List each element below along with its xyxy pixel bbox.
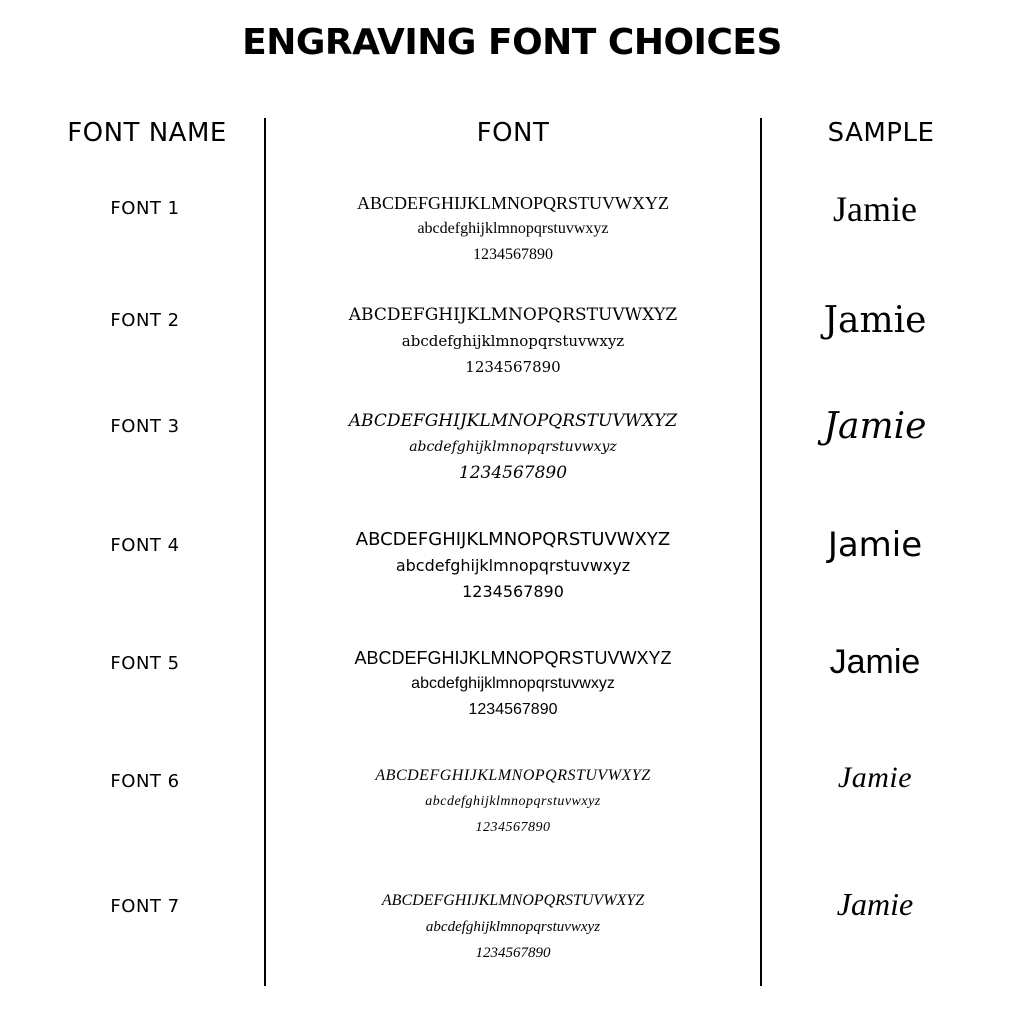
- font-label: FONT 3: [110, 416, 180, 437]
- specimen-numbers: 1234567890: [475, 820, 551, 835]
- font-label: FONT 2: [110, 310, 180, 331]
- font-sample: Jamie: [836, 886, 914, 922]
- specimen-uppercase: ABCDEFGHIJKLMNOPQRSTUVWXYZ: [348, 411, 678, 431]
- font-label: FONT 4: [110, 535, 180, 556]
- font-specimen: [266, 888, 760, 966]
- specimen-lowercase: abcdefghijklmnopqrstuvwxyz: [411, 675, 615, 692]
- specimen-numbers: 1234567890: [465, 358, 561, 376]
- specimen-lowercase: abcdefghijklmnopqrstuvwxyz: [395, 556, 631, 575]
- font-label: FONT 7: [110, 896, 180, 917]
- specimen-lowercase: abcdefghijklmnopqrstuvwxyz: [409, 439, 617, 455]
- font-row-6: [0, 761, 1024, 881]
- font-specimen: [266, 763, 760, 841]
- specimen-lowercase: abcdefghijklmnopqrstuvwxyz: [425, 919, 601, 935]
- specimen-uppercase: ABCDEFGHIJKLMNOPQRSTUVWXYZ: [354, 648, 672, 668]
- font-label: FONT 1: [110, 198, 180, 219]
- font-label: FONT 6: [110, 771, 180, 792]
- column-header-font: FONT: [476, 118, 550, 148]
- specimen-numbers: 1234567890: [475, 945, 551, 961]
- specimen-numbers: 1234567890: [473, 246, 553, 263]
- specimen-lowercase: abcdefghijklmnopqrstuvwxyz: [417, 220, 609, 237]
- font-sample: Jamie: [823, 406, 927, 447]
- font-row-2: [0, 300, 1024, 420]
- specimen-uppercase: ABCDEFGHIJKLMNOPQRSTUVWXYZ: [355, 529, 671, 550]
- font-specimen: [266, 408, 760, 486]
- font-row-3: [0, 406, 1024, 526]
- font-sample: Jamie: [837, 761, 913, 794]
- specimen-uppercase: ABCDEFGHIJKLMNOPQRSTUVWXYZ: [381, 892, 645, 909]
- font-row-1: [0, 189, 1024, 308]
- specimen-numbers: 1234567890: [468, 701, 558, 718]
- page-title: ENGRAVING FONT CHOICES: [242, 22, 782, 63]
- column-header-sample: SAMPLE: [827, 118, 935, 148]
- font-row-4: [0, 525, 1024, 645]
- specimen-lowercase: abcdefghijklmnopqrstuvwxyz: [401, 332, 625, 350]
- specimen-numbers: 1234567890: [458, 463, 568, 483]
- font-sample: Jamie: [833, 189, 917, 229]
- specimen-uppercase: ABCDEFGHIJKLMNOPQRSTUVWXYZ: [356, 193, 669, 213]
- font-sample: Jamie: [823, 300, 927, 341]
- font-label: FONT 5: [110, 653, 180, 674]
- font-sample: Jamie: [827, 525, 923, 565]
- font-sample: Jamie: [829, 643, 921, 681]
- specimen-numbers: 1234567890: [462, 582, 564, 601]
- font-row-7: [0, 886, 1024, 1006]
- font-specimen: [266, 302, 760, 380]
- font-specimen: [266, 527, 760, 605]
- font-specimen: [266, 190, 760, 268]
- specimen-lowercase: abcdefghijklmnopqrstuvwxyz: [425, 794, 601, 809]
- specimen-uppercase: ABCDEFGHIJKLMNOPQRSTUVWXYZ: [348, 305, 678, 325]
- column-header-font-name: FONT NAME: [67, 118, 227, 148]
- font-row-5: [0, 643, 1024, 763]
- specimen-uppercase: ABCDEFGHIJKLMNOPQRSTUVWXYZ: [375, 767, 651, 784]
- font-specimen: [266, 645, 760, 723]
